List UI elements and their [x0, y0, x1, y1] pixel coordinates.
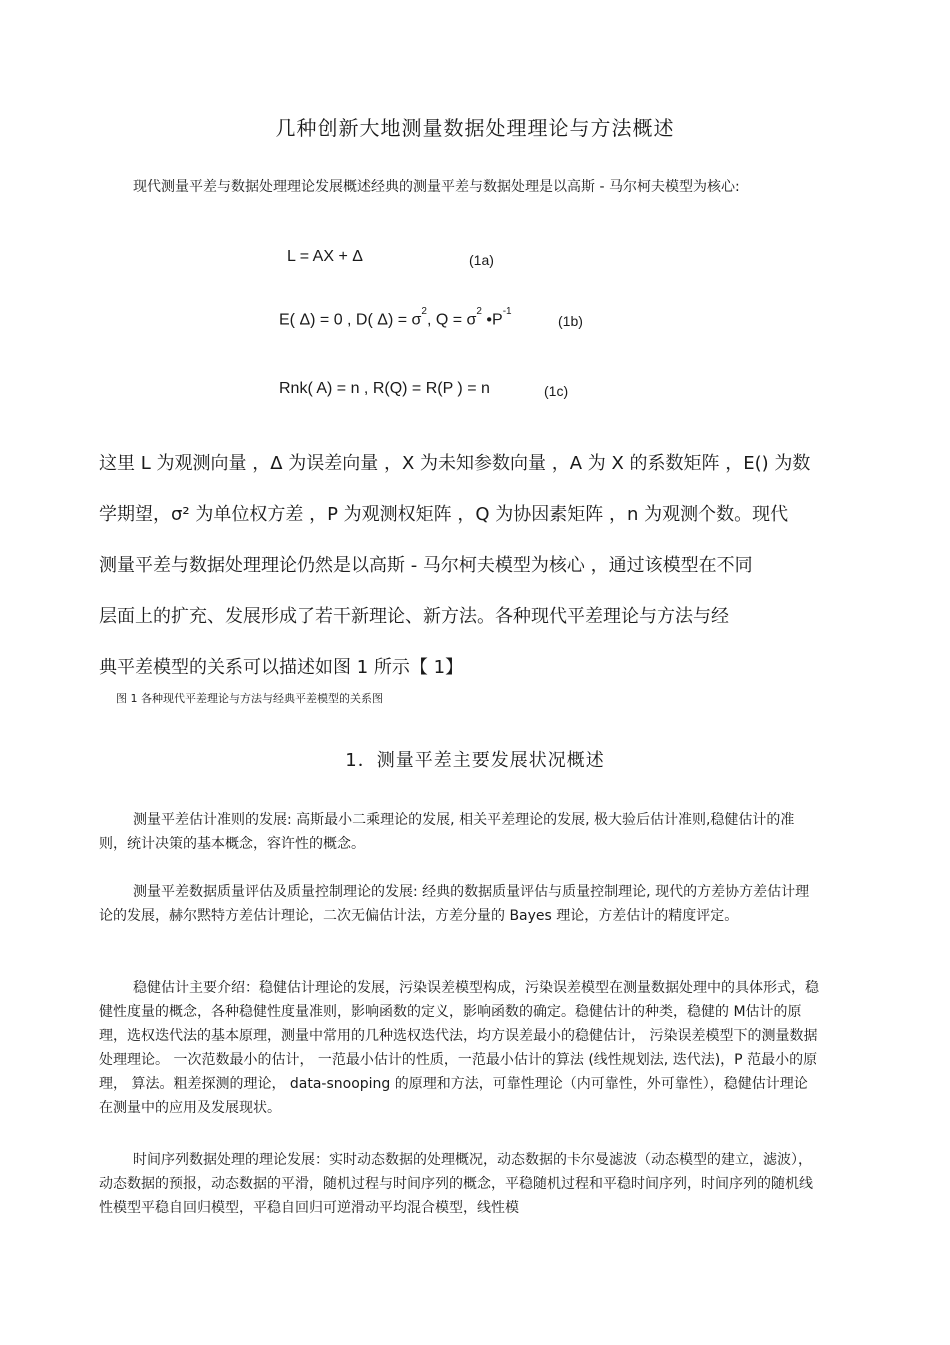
explanation-line-4: 层面上的扩充、发展形成了若干新理论、新方法。各种现代平差理论与方法与经: [99, 606, 729, 627]
equation-1a-body: L = AX + Δ: [287, 248, 363, 265]
equation-1b-sup2: 2: [476, 306, 482, 317]
explanation-block: [99, 438, 839, 693]
paragraph-quality-control: 测量平差数据质量评估及质量控制理论的发展: 经典的数据质量评估与质量控制理论, 现代的方差协方差估计理论的发展，赫尔黙特方差估计理论，二次无偏估计法，方差分量的 Bayes 理论，方差估计的精度评定。: [99, 884, 810, 924]
figure-caption: 图 1 各种现代平差理论与方法与经典平差模型的关系图: [116, 692, 383, 705]
section-heading: 1．测量平差主要发展状况概述: [345, 750, 605, 771]
equation-1b: [279, 306, 583, 329]
equation-1a: [287, 248, 494, 268]
paragraph-time-series: 时间序列数据处理的理论发展：实时动态数据的处理概况，动态数据的卡尔曼滤波（动态模型的建立，滤波），动态数据的预报，动态数据的平滑，随机过程与时间序列的概念，平稳随机过程和平稳时间序列，时间序列的随机线性模型平稳自回归模型，平稳自回归可逆滑动平均混合模型，线性模: [99, 1152, 813, 1216]
paragraph-robust-estimation: 稳健估计主要介绍：稳健估计理论的发展，污染误差模型构成，污染误差模型在测量数据处理中的具体形式，稳健性度量的概念，各种稳健性度量准则，影响函数的定义，影响函数的确定。稳健估计的种类，稳健的 M估计的原理，选权迭代法的基本原理，测量中常用的几种选权迭代法，均方误差最小的稳健估计， 污染误差模型下的测量数据处理理论。 一次范数最小的估计， 一范最小估计的性质，一范最小估计的算法 (线性规划法, 迭代法)，P 范最小的原理， 算法。粗差探测的理论， data-snooping 的原理和方法，可靠性理论（内可靠性，外可靠性），稳健估计理论在测量中的应用及发展现状。: [99, 980, 819, 1116]
equation-1b-sup1: 2: [421, 306, 427, 317]
explanation-line-1: 这里 L 为观测向量 ，Δ 为误差向量 ，X 为未知参数向量 ，A 为 X 的系数矩阵 ，E() 为数: [99, 453, 811, 474]
explanation-line-2: 学期望，σ² 为单位权方差 ，P 为观测权矩阵 ，Q 为协因素矩阵 ，n 为观测个数。现代: [99, 504, 789, 525]
paragraph-estimation-criteria: 测量平差估计准则的发展: 高斯最小二乘理论的发展, 相关平差理论的发展, 极大验后估计准则,稳健估计的准则，统计决策的基本概念，容许性的概念。: [99, 812, 795, 852]
equation-1b-right: •P: [481, 311, 503, 329]
equation-1c-body: Rnk( A) = n , R(Q) = R(P ) = n: [279, 380, 490, 397]
intro-paragraph: 现代测量平差与数据处理理论发展概述经典的测量平差与数据处理是以高斯 - 马尔柯夫模型为核心:: [133, 179, 740, 195]
explanation-line-3: 测量平差与数据处理理论仍然是以高斯 - 马尔柯夫模型为核心 ，通过该模型在不同: [99, 555, 753, 576]
equation-1b-left: E( Δ) = 0 , D( Δ) = σ: [279, 311, 422, 329]
equation-1c-tag: (1c): [544, 383, 569, 399]
equation-1b-sup3: -1: [502, 306, 512, 317]
equation-1a-tag: (1a): [469, 252, 494, 268]
equation-1b-mid: , Q = σ: [426, 311, 477, 329]
explanation-line-5: 典平差模型的关系可以描述如图 1 所示【 1】: [99, 657, 464, 678]
equation-1c: [279, 380, 569, 399]
equation-1b-tag: (1b): [558, 313, 583, 329]
document-title: 几种创新大地测量数据处理理论与方法概述: [275, 116, 675, 140]
